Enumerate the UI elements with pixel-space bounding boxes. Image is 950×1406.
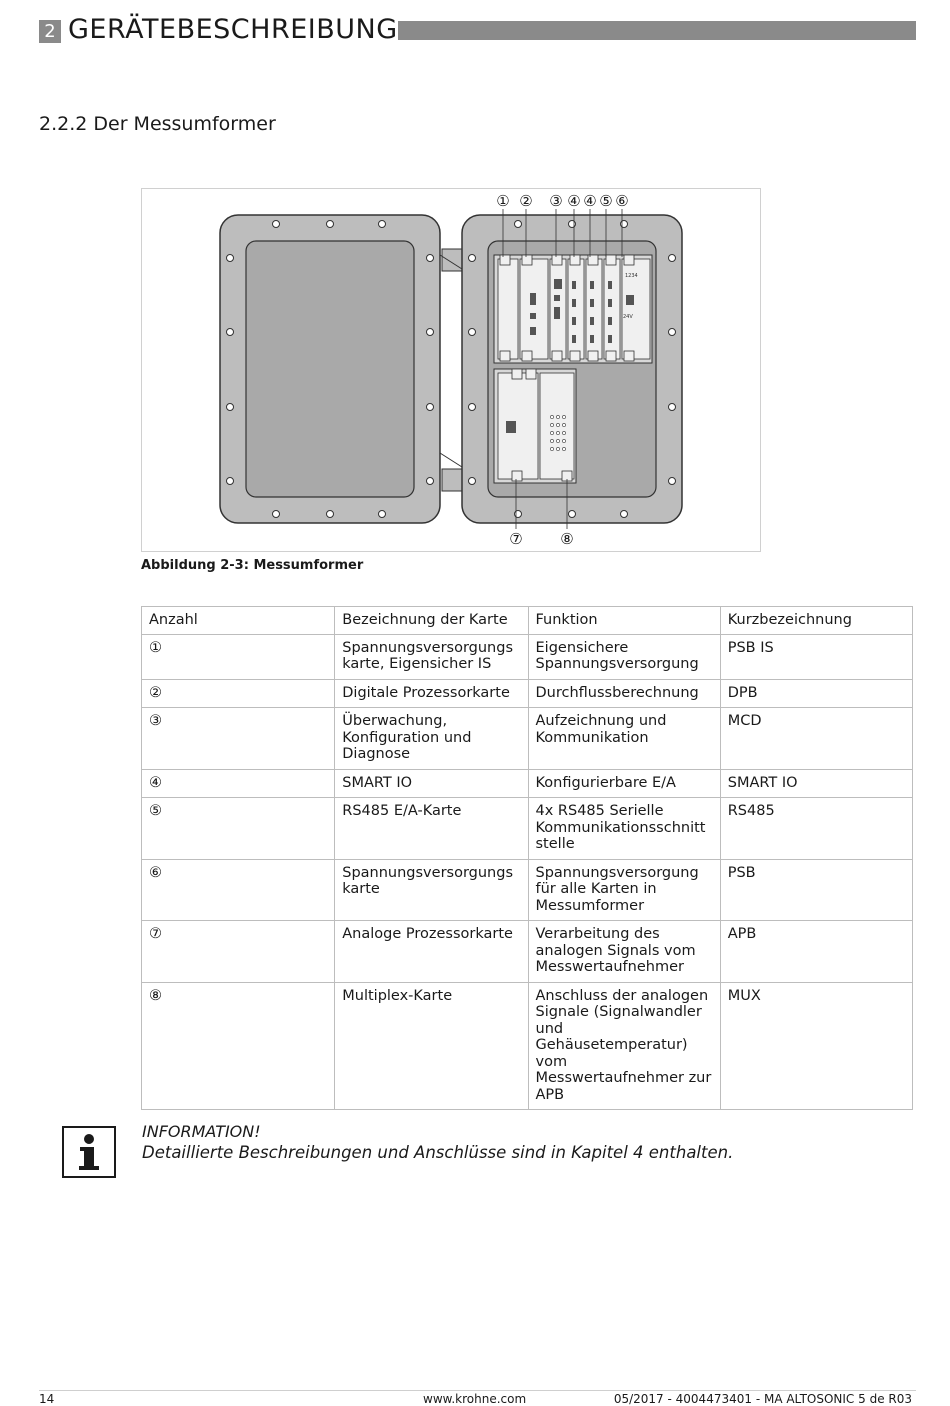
card-table	[141, 606, 913, 1110]
table-row	[142, 708, 913, 770]
card-function: Spannungsversorgung für alle Karten in Messumformer	[528, 859, 720, 921]
card-name: Überwachung, Konfiguration und Diagnose	[335, 708, 528, 770]
card-name: SMART IO	[335, 769, 528, 798]
row-number: ③	[142, 708, 335, 770]
card-function: Anschluss der analogen Signale (Signalwandler und Gehäusetemperatur) vom Messwertaufnehmer zur APB	[528, 982, 720, 1110]
card-short: DPB	[720, 679, 912, 708]
header-cell: Bezeichnung der Karte	[335, 607, 528, 635]
row-number: ⑤	[142, 798, 335, 860]
card-function: Durchflussberechnung	[528, 679, 720, 708]
psu-digits: 1234	[625, 273, 638, 279]
chapter-title: GERÄTEBESCHREIBUNG	[68, 14, 398, 45]
callout-7: ⑦	[509, 530, 523, 548]
row-number: ④	[142, 769, 335, 798]
page-number: 14	[39, 1392, 55, 1406]
card-function: 4x RS485 Serielle Kommunikationsschnitt stelle	[528, 798, 720, 860]
card-function: Konfigurierbare E/A	[528, 769, 720, 798]
header-cell: Funktion	[528, 607, 720, 635]
callout-8: ⑧	[560, 530, 574, 548]
row-number: ①	[142, 634, 335, 679]
callout-4b: ④	[583, 192, 597, 210]
psu-voltage: 24V	[623, 314, 633, 320]
callout-2: ②	[519, 192, 533, 210]
converter-illustration	[142, 189, 760, 551]
card-name: Multiplex-Karte	[335, 982, 528, 1110]
card-function: Aufzeichnung und Kommunikation	[528, 708, 720, 770]
row-number: ②	[142, 679, 335, 708]
card-short: APB	[720, 921, 912, 983]
footer-divider	[39, 1390, 916, 1391]
info-icon	[62, 1126, 116, 1178]
product-name: ALTOSONIC 5	[765, 42, 876, 60]
info-heading: INFORMATION!	[142, 1122, 261, 1141]
callout-6: ⑥	[615, 192, 629, 210]
card-short: MUX	[720, 982, 912, 1110]
header-bar	[398, 21, 916, 60]
card-name: Analoge Prozessorkarte	[335, 921, 528, 983]
table-row	[142, 859, 913, 921]
table-row	[142, 769, 913, 798]
chapter-number: 2	[39, 20, 61, 43]
card-short: RS485	[720, 798, 912, 860]
row-number: ⑦	[142, 921, 335, 983]
card-name: RS485 E/A-Karte	[335, 798, 528, 860]
callout-1: ①	[496, 192, 510, 210]
document-id: 05/2017 - 4004473401 - MA ALTOSONIC 5 de R03	[613, 1392, 912, 1406]
callout-3: ③	[549, 192, 563, 210]
card-name: Digitale Prozessorkarte	[335, 679, 528, 708]
section-title: 2.2.2 Der Messumformer	[39, 113, 276, 135]
card-name: Spannungsversorgungs karte	[335, 859, 528, 921]
table-header-row	[142, 607, 913, 635]
card-short: PSB IS	[720, 634, 912, 679]
row-number: ⑥	[142, 859, 335, 921]
converter-figure	[141, 188, 761, 552]
header-cell: Kurzbezeichnung	[720, 607, 912, 635]
card-short: MCD	[720, 708, 912, 770]
info-text: Detaillierte Beschreibungen und Anschlüsse sind in Kapitel 4 enthalten.	[142, 1143, 734, 1162]
header-cell: Anzahl	[142, 607, 335, 635]
callout-4a: ④	[567, 192, 581, 210]
callout-5: ⑤	[599, 192, 613, 210]
card-short: SMART IO	[720, 769, 912, 798]
footer-url[interactable]: www.krohne.com	[423, 1392, 527, 1406]
card-name: Spannungsversorgungs karte, Eigensicher IS	[335, 634, 528, 679]
table-row	[142, 634, 913, 679]
table-row	[142, 921, 913, 983]
table-row	[142, 982, 913, 1110]
figure-caption: Abbildung 2-3: Messumformer	[141, 558, 364, 573]
row-number: ⑧	[142, 982, 335, 1110]
table-row	[142, 679, 913, 708]
card-function: Eigensichere Spannungsversorgung	[528, 634, 720, 679]
table-row	[142, 798, 913, 860]
card-short: PSB	[720, 859, 912, 921]
card-function: Verarbeitung des analogen Signals vom Messwertaufnehmer	[528, 921, 720, 983]
